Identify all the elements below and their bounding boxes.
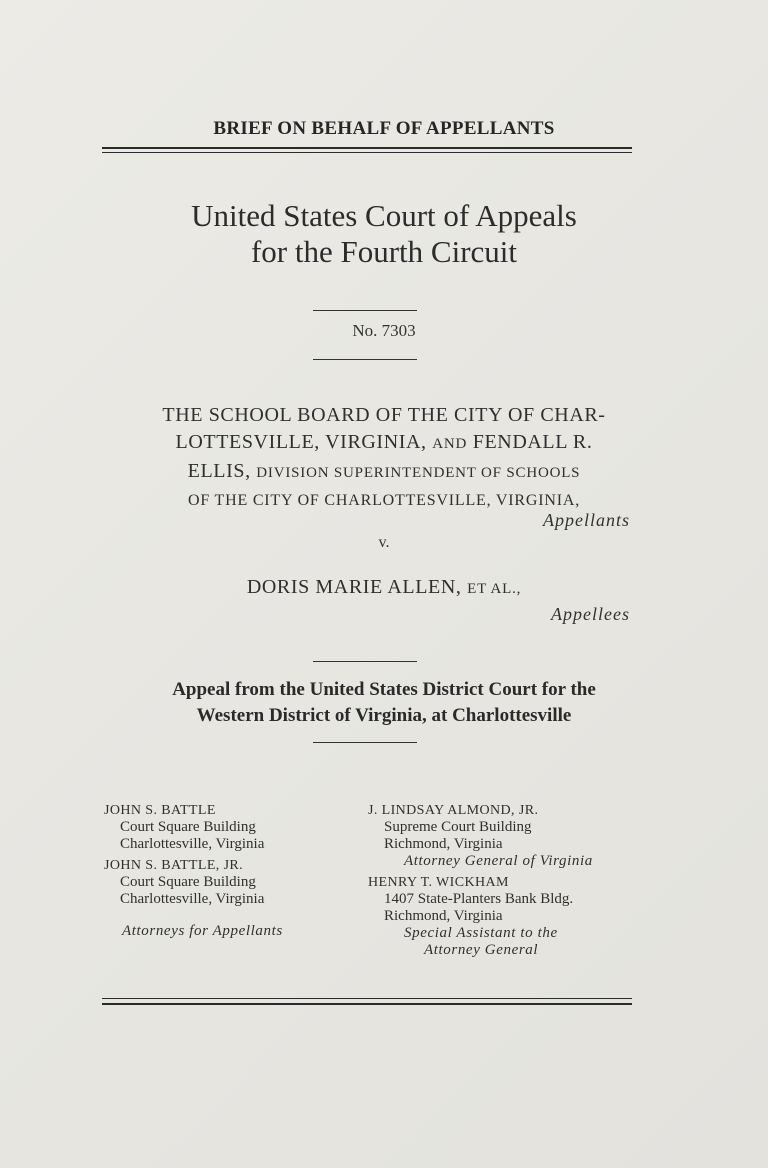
counsel-attorney-general <box>368 802 658 959</box>
attorney-name: JOHN S. BATTLE, JR. <box>104 858 244 873</box>
brief-title: BRIEF ON BEHALF OF APPELLANTS <box>213 118 555 139</box>
attorney-address: 1407 State-Planters Bank Bldg. <box>384 891 574 907</box>
case-number: No. 7303 <box>352 321 416 340</box>
attorney-title: Attorney General of Virginia <box>404 853 593 869</box>
attorney-city: Richmond, Virginia <box>384 908 503 924</box>
attorney-city: Charlottesville, Virginia <box>120 836 265 852</box>
footer-rule-thick <box>102 1003 632 1005</box>
court-name-line2: for the Fourth Circuit <box>250 234 518 269</box>
appeal-rule-bottom <box>313 742 417 743</box>
appellants-line2 <box>0 429 768 458</box>
case-number-rule-top <box>313 310 417 311</box>
appellees-et-al: ET AL., <box>467 581 522 597</box>
appellants-line3-text: ELLIS, <box>187 460 257 482</box>
attorney-city: Charlottesville, Virginia <box>120 891 265 907</box>
attorney-name: J. LINDSAY ALMOND, JR. <box>368 803 539 818</box>
appellants-line2-text: LOTTESVILLE, VIRGINIA, <box>175 431 433 453</box>
appellants-line2-end: FENDALL R. <box>467 431 593 453</box>
attorneys-role: Attorneys for Appellants <box>122 923 283 939</box>
appellees-role: Appellees <box>551 604 630 624</box>
appellants-line3 <box>0 458 768 487</box>
attorney-address: Supreme Court Building <box>384 819 532 835</box>
attorney-name: HENRY T. WICKHAM <box>368 875 509 890</box>
footer-rule-thin <box>102 998 632 999</box>
court-name <box>0 198 768 270</box>
appellants-conjunction: AND <box>432 436 468 452</box>
appeal-line1: Appeal from the United States District Court for the <box>172 679 596 700</box>
appeal-from <box>0 677 768 729</box>
appellants-line4: OF THE CITY OF CHARLOTTESVILLE, VIRGINIA, <box>187 492 581 509</box>
attorney-title: Special Assistant to the <box>404 925 558 941</box>
case-number-rule-bottom <box>313 359 417 360</box>
appellees-name: DORIS MARIE ALLEN, <box>246 576 468 598</box>
appellants-line1: THE SCHOOL BOARD OF THE CITY OF CHAR- <box>162 404 606 426</box>
header-rule-thin <box>102 152 632 153</box>
court-name-line1: United States Court of Appeals <box>191 198 577 233</box>
case-parties <box>0 402 768 514</box>
counsel-appellants <box>104 802 354 940</box>
attorney-title: Attorney General <box>424 942 539 958</box>
attorney-name: JOHN S. BATTLE <box>104 803 216 818</box>
appellees <box>0 576 768 599</box>
appeal-line2: Western District of Virginia, at Charlottesville <box>196 705 572 726</box>
attorney-address: Court Square Building <box>120 819 256 835</box>
appeal-rule-top <box>313 661 417 662</box>
attorney-address: Court Square Building <box>120 874 256 890</box>
appellants-title: DIVISION SUPERINTENDENT OF SCHOOLS <box>256 465 581 481</box>
appellants-role: Appellants <box>543 510 630 530</box>
header-rule-thick <box>102 147 632 149</box>
versus: v. <box>378 534 390 551</box>
attorney-city: Richmond, Virginia <box>384 836 503 852</box>
